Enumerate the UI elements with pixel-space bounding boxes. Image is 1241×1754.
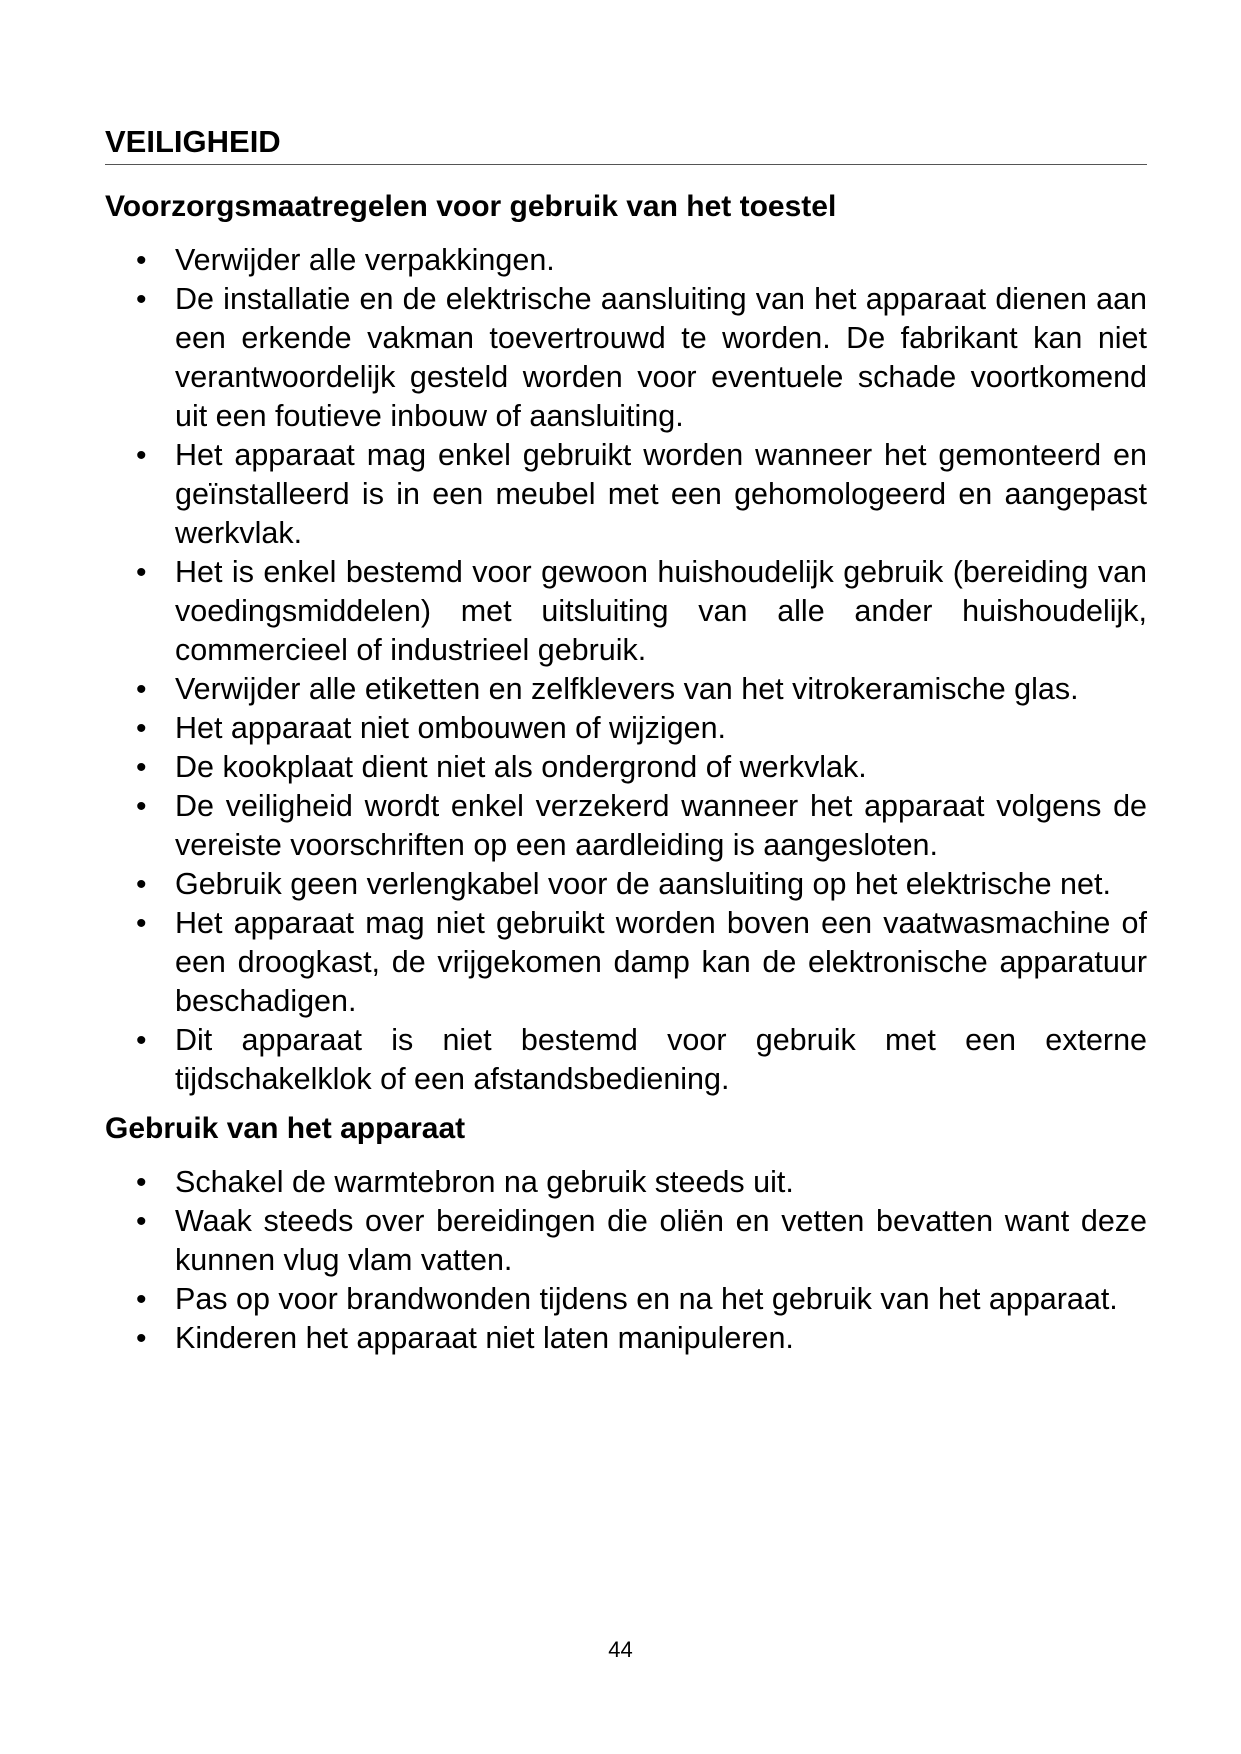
list-item: • De kookplaat dient niet als ondergrond of werkvlak. (105, 748, 1147, 787)
list-item: • Het apparaat mag enkel gebruikt worden wanneer het gemonteerd en geïnstalleerd is in een meubel met een gehomologeerd en aangepast werkvlak. (105, 436, 1147, 553)
list-item: • Het apparaat niet ombouwen of wijzigen. (105, 709, 1147, 748)
list-item: • Kinderen het apparaat niet laten manipuleren. (105, 1319, 1147, 1358)
section-heading-usage: Gebruik van het apparaat (105, 1112, 466, 1145)
list-item: • Dit apparaat is niet bestemd voor gebruik met een externe tijdschakelklok of een afstandsbediening. (105, 1021, 1147, 1099)
list-item: • Schakel de warmtebron na gebruik steeds uit. (105, 1163, 1147, 1202)
list-item: • Verwijder alle verpakkingen. (105, 241, 1147, 280)
page-title: VEILIGHEID (105, 122, 1147, 165)
list-item: • Pas op voor brandwonden tijdens en na het gebruik van het apparaat. (105, 1280, 1147, 1319)
list-item: • De installatie en de elektrische aansluiting van het apparaat dienen aan een erkende vakman toevertrouwd te worden. De fabrikant kan niet verantwoordelijk gesteld worden voor eventuele schade voortkomend uit een foutieve inbouw of aansluiting. (105, 280, 1147, 436)
page-number: 44 (608, 1637, 633, 1662)
list-item: • Gebruik geen verlengkabel voor de aansluiting op het elektrische net. (105, 865, 1147, 904)
list-item: • Waak steeds over bereidingen die oliën en vetten bevatten want deze kunnen vlug vlam vatten. (105, 1202, 1147, 1280)
list-item: • Het apparaat mag niet gebruikt worden boven een vaatwasmachine of een droogkast, de vrijgekomen damp kan de elektronische apparatuur beschadigen. (105, 904, 1147, 1021)
list-item: • Het is enkel bestemd voor gewoon huishoudelijk gebruik (bereiding van voedingsmiddelen) met uitsluiting van alle ander huishoudelijk, commercieel of industrieel gebruik. (105, 553, 1147, 670)
section-heading-precautions: Voorzorgsmaatregelen voor gebruik van het toestel (105, 190, 837, 223)
list-item: • De veiligheid wordt enkel verzekerd wanneer het apparaat volgens de vereiste voorschriften op een aardleiding is aangesloten. (105, 787, 1147, 865)
list-item: • Verwijder alle etiketten en zelfklevers van het vitrokeramische glas. (105, 670, 1147, 709)
precautions-list (105, 241, 1147, 1099)
usage-list (105, 1163, 1147, 1358)
document-page (105, 122, 1147, 1358)
